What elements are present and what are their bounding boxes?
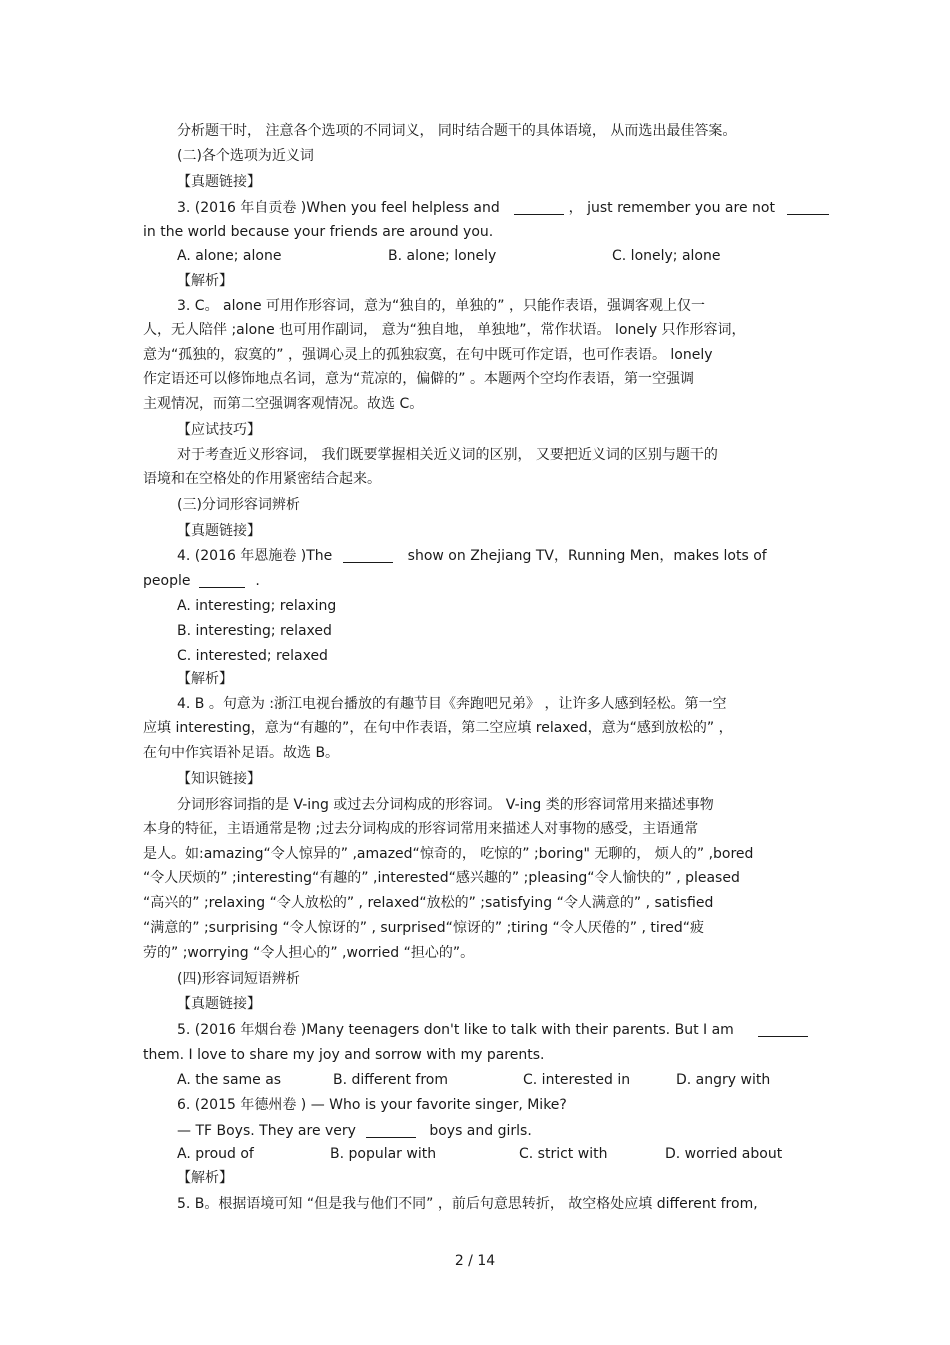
analysis-line: 主观情况，而第二空强调客观情况。故选 C。: [143, 396, 424, 412]
label-real-exam-link: 【真题链接】: [177, 174, 261, 190]
question-6-line-2: [177, 1121, 807, 1141]
question-3-line-2: in the world because your friends are around you.: [143, 224, 494, 240]
answer-blank: [787, 200, 829, 215]
label-real-exam-link: 【真题链接】: [177, 523, 261, 539]
knowledge-line: “满意的” ;surprising “令人惊讶的” , surprised“惊讶的” ;tiring “令人厌倦的” , tired“疲: [143, 920, 704, 936]
analysis-line: 意为“孤独的，寂寞的” ，强调心灵上的孤独寂寞，在句中既可作定语，也可作表语。 lonely: [143, 347, 713, 363]
question-4-period: .: [255, 573, 260, 589]
section-heading: (二)各个选项为近义词: [177, 148, 314, 164]
text-line: 分析题干时， 注意各个选项的不同词义， 同时结合题干的具体语境， 从而选出最佳答案。: [177, 123, 737, 139]
page-number: 2 / 14: [454, 1253, 496, 1269]
question-3-text-a: 3. (2016 年自贡卷 )When you feel helpless and: [177, 200, 500, 216]
option-b: B. interesting; relaxed: [177, 623, 332, 639]
label-exam-tip: 【应试技巧】: [177, 422, 261, 438]
label-analysis: 【解析】: [177, 1170, 233, 1186]
analysis-line: 应填 interesting，意为“有趣的”，在句中作表语，第二空应填 relaxed，意为“感到放松的” ，: [143, 720, 733, 736]
label-real-exam-link: 【真题链接】: [177, 996, 261, 1012]
question-4-line: [177, 546, 807, 566]
option-c: C. strict with: [519, 1146, 608, 1162]
answer-blank: [514, 200, 564, 215]
answer-blank: [199, 573, 245, 588]
answer-blank: [343, 548, 393, 563]
answer-blank: [758, 1022, 808, 1037]
option-c: C. lonely; alone: [612, 248, 721, 264]
question-5-line: [177, 1020, 807, 1040]
knowledge-line: 劳的” ;worrying “令人担心的” ,worried “担心的”。: [143, 945, 475, 961]
option-d: D. worried about: [665, 1146, 783, 1162]
analysis-line: 作定语还可以修饰地点名词，意为“荒凉的，偏僻的” 。本题两个空均作表语，第一空强调: [143, 371, 694, 387]
option-b: B. alone; lonely: [388, 248, 497, 264]
tip-line: 语境和在空格处的作用紧密结合起来。: [143, 471, 381, 487]
option-a: A. proud of: [177, 1146, 254, 1162]
question-4-line-2: [143, 571, 807, 591]
option-c: C. interested; relaxed: [177, 648, 328, 664]
question-4-text-c: people: [143, 573, 191, 589]
option-b: B. different from: [333, 1072, 448, 1088]
label-analysis: 【解析】: [177, 273, 233, 289]
option-a: A. alone; alone: [177, 248, 282, 264]
option-a: A. interesting; relaxing: [177, 598, 337, 614]
question-6-text-c: boys and girls.: [429, 1123, 532, 1139]
question-3-line: [177, 198, 807, 218]
question-6-line: 6. (2015 年德州卷 ) — Who is your favorite singer, Mike?: [177, 1097, 567, 1113]
knowledge-line: 本身的特征，主语通常是物 ;过去分词构成的形容词常用来描述人对事物的感受，主语通常: [143, 821, 699, 837]
knowledge-line: 分词形容词指的是 V-ing 或过去分词构成的形容词。 V-ing 类的形容词常用来描述事物: [177, 797, 714, 813]
option-b: B. popular with: [330, 1146, 437, 1162]
analysis-line: 3. C。 alone 可用作形容词，意为“独自的，单独的” ，只能作表语，强调客观上仅一: [177, 298, 705, 314]
section-heading: (三)分词形容词辨析: [177, 497, 300, 513]
analysis-line: 5. B。根据语境可知 “但是我与他们不同” ，前后句意思转折， 故空格处应填 different from,: [177, 1196, 758, 1212]
question-4-text-b: show on Zhejiang TV，Running Men，makes lots of: [407, 548, 767, 564]
tip-line: 对于考查近义形容词， 我们既要掌握相关近义词的区别， 又要把近义词的区别与题干的: [177, 447, 718, 463]
question-3-text-b: ， just remember you are not: [568, 200, 775, 216]
question-5-text-a: 5. (2016 年烟台卷 )Many teenagers don't like to talk with their parents. But I am: [177, 1022, 734, 1038]
question-6-text-b: — TF Boys. They are very: [177, 1123, 356, 1139]
analysis-line: 人，无人陪伴 ;alone 也可用作副词， 意为“独自地， 单独地”，常作状语。 lonely 只作形容词，: [143, 322, 746, 338]
knowledge-line: “高兴的” ;relaxing “令人放松的” , relaxed“放松的” ;satisfying “令人满意的” , satisfied: [143, 895, 714, 911]
option-d: D. angry with: [676, 1072, 771, 1088]
label-analysis: 【解析】: [177, 671, 233, 687]
knowledge-line: “令人厌烦的” ;interesting“有趣的” ,interested“感兴趣的” ;pleasing“令人愉快的” , pleased: [143, 870, 740, 886]
section-heading: (四)形容词短语辨析: [177, 971, 300, 987]
option-a: A. the same as: [177, 1072, 282, 1088]
answer-blank: [366, 1123, 416, 1138]
label-knowledge-link: 【知识链接】: [177, 771, 261, 787]
question-5-line-2: them. I love to share my joy and sorrow with my parents.: [143, 1047, 545, 1063]
knowledge-line: 是人。如:amazing“令人惊异的” ,amazed“惊奇的， 吃惊的” ;boring" 无聊的， 烦人的” ,bored: [143, 846, 754, 862]
question-4-text-a: 4. (2016 年恩施卷 )The: [177, 548, 333, 564]
analysis-line: 在句中作宾语补足语。故选 B。: [143, 745, 340, 761]
option-c: C. interested in: [523, 1072, 631, 1088]
analysis-line: 4. B 。句意为 :浙江电视台播放的有趣节目《奔跑吧兄弟》 ，让许多人感到轻松。第一空: [177, 696, 727, 712]
